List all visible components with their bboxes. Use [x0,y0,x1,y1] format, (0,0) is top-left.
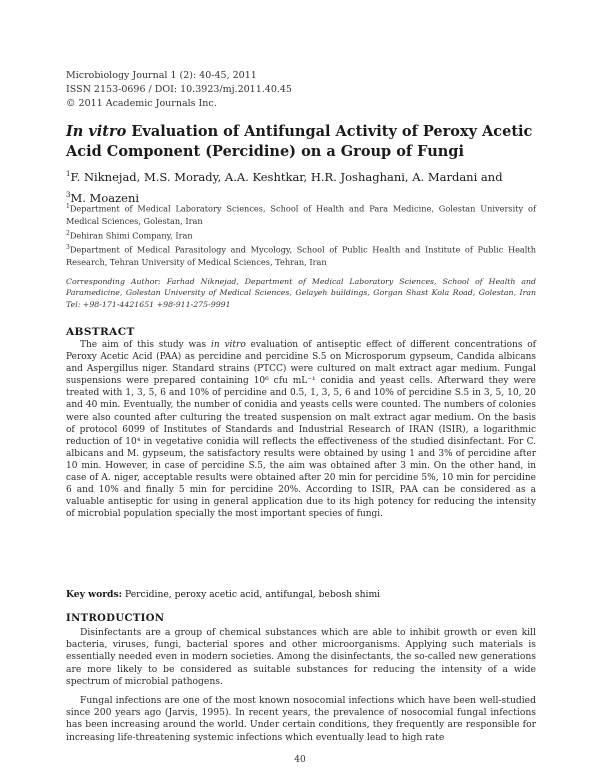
affiliation-item: $^3$Department of Medical Parasitology and Mycology, School of Public Health and Institute of Public Health Research, Tehran University of Medical Sciences, Tehran, Iran [66,243,536,267]
journal-header [66,69,536,111]
author-affil-mark: 1 [66,170,71,178]
title-italic: In vitro [66,123,127,140]
journal-copyright: © 2011 Academic Journals Inc. [66,98,217,109]
keywords-text: Percidine, peroxy acetic acid, antifungal, bebosh shimi [122,589,381,600]
keywords-label: Key words: [66,589,123,600]
affiliations [66,201,536,268]
corresponding-author: Corresponding Author: Farhad Niknejad, Department of Medical Laboratory Sciences, School of Health and Paramedicine, Golestan University of Medical Sciences, Gelayeh buildings, Gorgan Shast Kola Road, Golestan, Iran Tel: +98-171-4421651 +98-911-275-9991 [66,277,536,309]
abstract-heading: ABSTRACT [66,326,135,338]
title-text: Evaluation of Antifungal Activity of Peroxy Acetic Acid Component (Percidine) on a Group of Fungi [66,123,533,160]
journal-citation: Microbiology Journal 1 (2): 40-45, 2011 [66,70,257,81]
introduction-heading: INTRODUCTION [66,613,165,624]
affiliation-item: $^1$Department of Medical Laboratory Sciences, School of Health and Para Medicine, Golestan University of Medical Sciences, Golestan, Iran [66,203,536,227]
introduction-paragraph-1: Disinfectants are a group of chemical substances which are able to inhibit growth or even kill bacteria, viruses, fungi, bacterial spores and other microorganisms. Applying such materials is essentially needed even in modern societies. Among the disinfectants, the so-called new generations are more likely to be considered as suitable substances for reducing the intensity of a wide spectrum of microbial pathogens. [66,627,536,687]
author-affil-mark: 3 [66,190,71,199]
keywords [66,589,536,601]
authors-line-2: M. Moazeni [70,190,140,205]
authors-line-1: F. Niknejad, M.S. Morady, A.A. Keshtkar, H.R. Joshaghani, A. Mardani and [70,169,503,184]
paper-title [66,122,536,162]
affiliation-item: $^2$Dehiran Shimi Company, Iran [66,229,193,241]
introduction-paragraph-2: Fungal infections are one of the most known nosocomial infections which have been well-studied since 200 years ago (Jarvis, 1995). In recent years, the prevalence of nosocomial fungal infections has been increasing around the world. Under certain conditions, they frequently are responsible for increasing life-threatening systemic infections which eventually lead to high rate [66,695,536,743]
abstract-text: The aim of this study was in vitro evaluation of antiseptic effect of different concentrations of Peroxy Acetic Acid (PAA) as percidine and percidine S.5 on Microsporum gypseum, Candida albicans and Aspergillus niger. Standard strains (PTCC) were cultured on malt extract agar medium. Fungal suspensions were prepared containing 10⁶ cfu mL⁻¹ conidia and yeast cells. Afterward they were treated with 1, 3, 5, 6 and 10% of percidine and 0.5, 1, 3, 5, 6 and 10% of percidine S.5 in 3, 5, 10, 20 and 40 min. Eventually, the number of conidia and yeasts cells were counted. The numbers of colonies were also counted after culturing the treated suspension on malt extract agar medium. On the basis of protocol 6099 of Institutes of Standards and Industrial Research of IRAN (ISIR), a logarithmic reduction of 10⁴ in vegetative conidia will reflects the effectiveness of the studied disinfectant. For C. albicans and M. gypseum, the satisfactory results were obtained by using 1 and 3% of percidine after 10 min. However, in case of percidine S.5, the aim was obtained after 3 min. On the other hand, in case of A. niger, acceptable results were obtained after 20 min for percidine 5%, 10 min for percidine 6 and 10% and finally 5 min for percidine 20%. According to ISIR, PAA can be considered as a valuable antiseptic for using in general application due to its high potency for reducing the intensity of microbial population specially the most important species of fungi. [66,340,536,520]
journal-issn-doi: ISSN 2153-0696 / DOI: 10.3923/mj.2011.40.45 [66,84,292,95]
page-number: 40 [294,755,306,765]
